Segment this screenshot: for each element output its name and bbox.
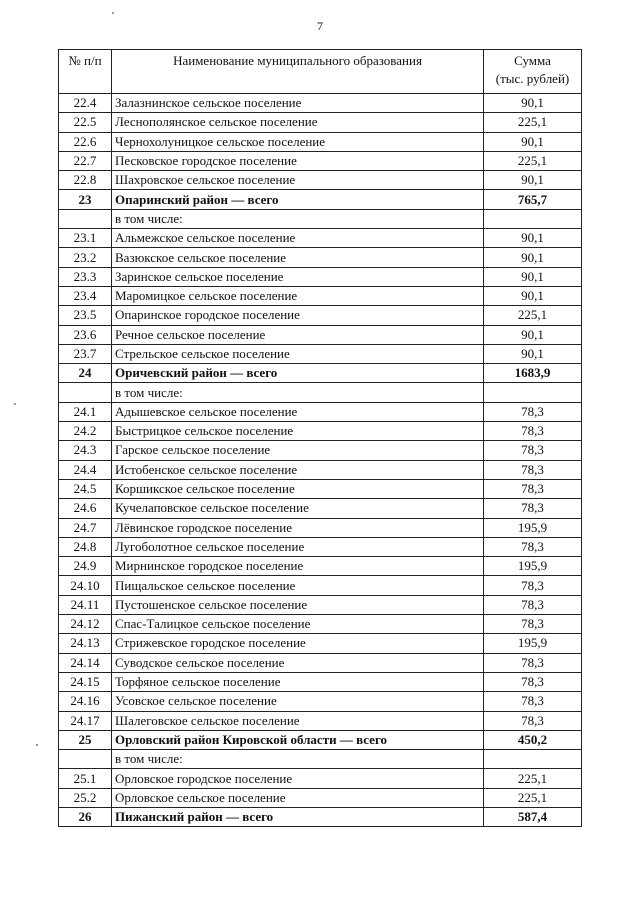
row-number: 23.1 bbox=[59, 229, 112, 248]
municipality-name: Адышевское сельское поселение bbox=[112, 402, 484, 421]
row-number: 24.3 bbox=[59, 441, 112, 460]
municipality-name: Мирнинское городское поселение bbox=[112, 557, 484, 576]
table-row bbox=[59, 634, 582, 653]
amount bbox=[484, 383, 582, 402]
row-number bbox=[59, 383, 112, 402]
municipality-name: Шахровское сельское поселение bbox=[112, 171, 484, 190]
amount: 225,1 bbox=[484, 113, 582, 132]
amount: 90,1 bbox=[484, 325, 582, 344]
municipality-name: Истобенское сельское поселение bbox=[112, 460, 484, 479]
row-number: 25.2 bbox=[59, 788, 112, 807]
amount: 78,3 bbox=[484, 441, 582, 460]
table-row bbox=[59, 615, 582, 634]
table-row bbox=[59, 383, 582, 402]
amount bbox=[484, 209, 582, 228]
amount: 225,1 bbox=[484, 788, 582, 807]
row-number: 24.11 bbox=[59, 595, 112, 614]
amount: 90,1 bbox=[484, 229, 582, 248]
row-number bbox=[59, 750, 112, 769]
municipality-name: Орловское сельское поселение bbox=[112, 788, 484, 807]
row-number: 24.5 bbox=[59, 479, 112, 498]
row-number bbox=[59, 209, 112, 228]
amount: 90,1 bbox=[484, 267, 582, 286]
table-row bbox=[59, 132, 582, 151]
row-number: 25 bbox=[59, 730, 112, 749]
municipality-name: Суводское сельское поселение bbox=[112, 653, 484, 672]
row-number: 23.2 bbox=[59, 248, 112, 267]
municipality-name: Пижанский район — всего bbox=[112, 807, 484, 826]
municipality-name: Торфяное сельское поселение bbox=[112, 672, 484, 691]
row-number: 24.9 bbox=[59, 557, 112, 576]
municipality-name: Стрижевское городское поселение bbox=[112, 634, 484, 653]
table-row bbox=[59, 499, 582, 518]
scan-speck bbox=[36, 744, 38, 746]
table-row bbox=[59, 807, 582, 826]
amount: 765,7 bbox=[484, 190, 582, 209]
row-number: 24.10 bbox=[59, 576, 112, 595]
municipal-budget-table bbox=[58, 49, 582, 827]
table-row bbox=[59, 769, 582, 788]
amount: 225,1 bbox=[484, 306, 582, 325]
municipality-name: Залазнинское сельское поселение bbox=[112, 94, 484, 113]
amount: 225,1 bbox=[484, 769, 582, 788]
amount: 195,9 bbox=[484, 557, 582, 576]
municipality-name: Леснополянское сельское поселение bbox=[112, 113, 484, 132]
row-number: 24.14 bbox=[59, 653, 112, 672]
table-row bbox=[59, 595, 582, 614]
municipality-name: Опаринский район — всего bbox=[112, 190, 484, 209]
municipality-name: Орловское городское поселение bbox=[112, 769, 484, 788]
amount: 78,3 bbox=[484, 422, 582, 441]
row-number: 22.8 bbox=[59, 171, 112, 190]
amount: 90,1 bbox=[484, 248, 582, 267]
municipality-name: Усовское сельское поселение bbox=[112, 692, 484, 711]
municipality-name: в том числе: bbox=[112, 383, 484, 402]
municipality-name: Песковское городское поселение bbox=[112, 151, 484, 170]
municipality-name: в том числе: bbox=[112, 209, 484, 228]
row-number: 23.5 bbox=[59, 306, 112, 325]
table-row bbox=[59, 730, 582, 749]
table-row bbox=[59, 460, 582, 479]
municipality-name: Быстрицкое сельское поселение bbox=[112, 422, 484, 441]
row-number: 26 bbox=[59, 807, 112, 826]
row-number: 24.15 bbox=[59, 672, 112, 691]
municipality-name: Спас-Талицкое сельское поселение bbox=[112, 615, 484, 634]
table-row bbox=[59, 344, 582, 363]
amount: 78,3 bbox=[484, 460, 582, 479]
row-number: 24.12 bbox=[59, 615, 112, 634]
municipality-name: Вазюкское сельское поселение bbox=[112, 248, 484, 267]
table-row bbox=[59, 402, 582, 421]
amount: 78,3 bbox=[484, 711, 582, 730]
municipality-name: в том числе: bbox=[112, 750, 484, 769]
table-row bbox=[59, 441, 582, 460]
header-amount-line1: Сумма bbox=[514, 53, 551, 68]
table-row bbox=[59, 537, 582, 556]
municipality-name: Речное сельское поселение bbox=[112, 325, 484, 344]
row-number: 23.3 bbox=[59, 267, 112, 286]
table-row bbox=[59, 711, 582, 730]
amount bbox=[484, 750, 582, 769]
municipality-name: Гарское сельское поселение bbox=[112, 441, 484, 460]
row-number: 24.8 bbox=[59, 537, 112, 556]
header-amount-line2: (тыс. рублей) bbox=[495, 71, 570, 86]
amount: 78,3 bbox=[484, 402, 582, 421]
amount: 78,3 bbox=[484, 692, 582, 711]
amount: 90,1 bbox=[484, 94, 582, 113]
table-row bbox=[59, 788, 582, 807]
row-number: 24.6 bbox=[59, 499, 112, 518]
row-number: 24.1 bbox=[59, 402, 112, 421]
table-row bbox=[59, 151, 582, 170]
municipality-name: Лугоболотное сельское поселение bbox=[112, 537, 484, 556]
amount: 450,2 bbox=[484, 730, 582, 749]
header-municipality-name: Наименование муниципального образования bbox=[112, 50, 484, 94]
table-row bbox=[59, 306, 582, 325]
row-number: 23 bbox=[59, 190, 112, 209]
header-number: № п/п bbox=[59, 50, 112, 94]
row-number: 24.7 bbox=[59, 518, 112, 537]
amount: 78,3 bbox=[484, 595, 582, 614]
municipality-name: Заринское сельское поселение bbox=[112, 267, 484, 286]
row-number: 24.17 bbox=[59, 711, 112, 730]
row-number: 22.5 bbox=[59, 113, 112, 132]
table-row bbox=[59, 672, 582, 691]
table-row bbox=[59, 190, 582, 209]
municipality-name: Пищальское сельское поселение bbox=[112, 576, 484, 595]
municipality-name: Маромицкое сельское поселение bbox=[112, 286, 484, 305]
amount: 78,3 bbox=[484, 615, 582, 634]
municipality-name: Лёвинское городское поселение bbox=[112, 518, 484, 537]
municipality-name: Чернохолуницкое сельское поселение bbox=[112, 132, 484, 151]
scan-speck bbox=[112, 12, 114, 14]
amount: 90,1 bbox=[484, 132, 582, 151]
row-number: 23.6 bbox=[59, 325, 112, 344]
table-row bbox=[59, 750, 582, 769]
municipality-name: Кучелаповское сельское поселение bbox=[112, 499, 484, 518]
amount: 90,1 bbox=[484, 286, 582, 305]
table-row bbox=[59, 94, 582, 113]
row-number: 22.4 bbox=[59, 94, 112, 113]
amount: 78,3 bbox=[484, 499, 582, 518]
amount: 587,4 bbox=[484, 807, 582, 826]
table-row bbox=[59, 229, 582, 248]
scan-speck bbox=[14, 403, 16, 405]
amount: 225,1 bbox=[484, 151, 582, 170]
table-row bbox=[59, 422, 582, 441]
row-number: 22.7 bbox=[59, 151, 112, 170]
row-number: 22.6 bbox=[59, 132, 112, 151]
municipality-name: Стрельское сельское поселение bbox=[112, 344, 484, 363]
row-number: 23.7 bbox=[59, 344, 112, 363]
row-number: 24.13 bbox=[59, 634, 112, 653]
table-header-row bbox=[59, 50, 582, 94]
table-row bbox=[59, 267, 582, 286]
table-row bbox=[59, 286, 582, 305]
table-row bbox=[59, 364, 582, 383]
row-number: 25.1 bbox=[59, 769, 112, 788]
page-number: 7 bbox=[317, 19, 323, 33]
row-number: 24 bbox=[59, 364, 112, 383]
row-number: 24.2 bbox=[59, 422, 112, 441]
row-number: 24.4 bbox=[59, 460, 112, 479]
table-row bbox=[59, 171, 582, 190]
amount: 90,1 bbox=[484, 171, 582, 190]
table-row bbox=[59, 692, 582, 711]
municipality-name: Коршикское сельское поселение bbox=[112, 479, 484, 498]
municipality-name: Шалеговское сельское поселение bbox=[112, 711, 484, 730]
municipality-name: Альмежское сельское поселение bbox=[112, 229, 484, 248]
table-row bbox=[59, 325, 582, 344]
table-row bbox=[59, 653, 582, 672]
table-row bbox=[59, 248, 582, 267]
amount: 1683,9 bbox=[484, 364, 582, 383]
row-number: 24.16 bbox=[59, 692, 112, 711]
municipality-name: Оричевский район — всего bbox=[112, 364, 484, 383]
table-row bbox=[59, 209, 582, 228]
municipality-name: Орловский район Кировской области — всего bbox=[112, 730, 484, 749]
amount: 78,3 bbox=[484, 653, 582, 672]
amount: 78,3 bbox=[484, 576, 582, 595]
amount: 78,3 bbox=[484, 479, 582, 498]
table-row bbox=[59, 557, 582, 576]
table-row bbox=[59, 576, 582, 595]
amount: 195,9 bbox=[484, 634, 582, 653]
table-row bbox=[59, 113, 582, 132]
table-body bbox=[59, 94, 582, 827]
amount: 195,9 bbox=[484, 518, 582, 537]
amount: 78,3 bbox=[484, 537, 582, 556]
table-row bbox=[59, 479, 582, 498]
municipality-name: Опаринское городское поселение bbox=[112, 306, 484, 325]
amount: 78,3 bbox=[484, 672, 582, 691]
municipality-name: Пустошенское сельское поселение bbox=[112, 595, 484, 614]
header-amount bbox=[484, 50, 582, 94]
row-number: 23.4 bbox=[59, 286, 112, 305]
table-row bbox=[59, 518, 582, 537]
amount: 90,1 bbox=[484, 344, 582, 363]
